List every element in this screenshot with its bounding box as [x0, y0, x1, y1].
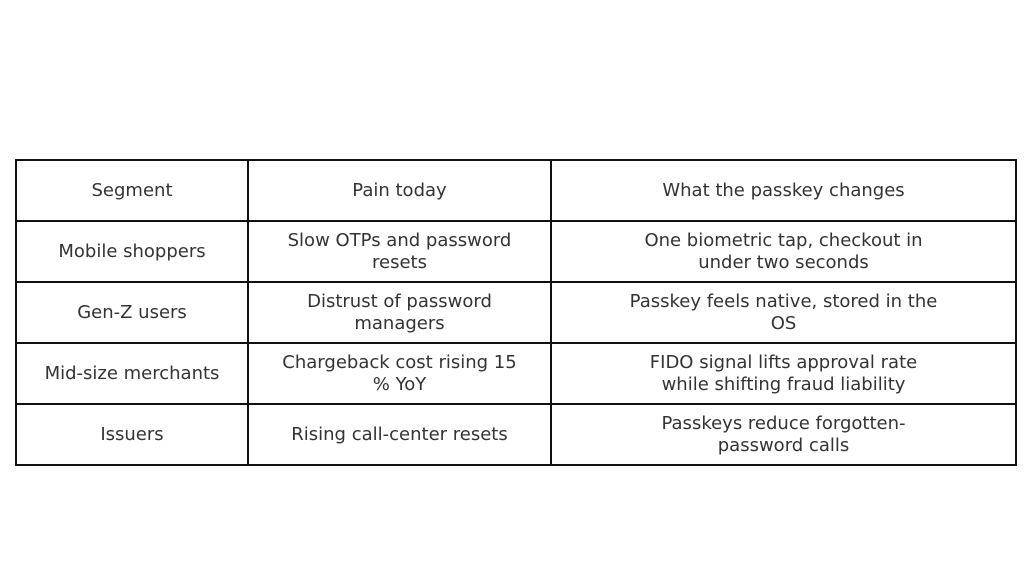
cell-text: Rising call-center resets	[291, 423, 508, 445]
cell-text: Mid-size merchants	[44, 362, 220, 384]
cell-text: Distrust of password managers	[307, 290, 492, 334]
cell-text: Issuers	[100, 423, 164, 445]
cell-text: Passkeys reduce forgotten-password calls	[661, 412, 906, 456]
cell-segment	[16, 221, 248, 282]
cell-change	[551, 343, 1016, 404]
table-header-row	[16, 160, 1016, 221]
cell-pain	[248, 282, 551, 343]
cell-text: Gen-Z users	[77, 301, 187, 323]
cell-text: One biometric tap, checkout in under two seconds	[644, 229, 923, 273]
cell-pain	[248, 221, 551, 282]
cell-text: Chargeback cost rising 15 % YoY	[282, 351, 517, 395]
table-row	[16, 221, 1016, 282]
cell-text: FIDO signal lifts approval rate while shifting fraud liability	[649, 351, 918, 395]
cell-pain	[248, 404, 551, 465]
cell-segment	[16, 282, 248, 343]
cell-change	[551, 221, 1016, 282]
cell-text: Mobile shoppers	[58, 240, 206, 262]
table-row	[16, 282, 1016, 343]
header-passkey-changes: What the passkey changes	[551, 160, 1016, 221]
cell-change	[551, 282, 1016, 343]
cell-segment	[16, 404, 248, 465]
header-pain-today: Pain today	[248, 160, 551, 221]
table-row	[16, 404, 1016, 465]
table-row	[16, 343, 1016, 404]
cell-segment	[16, 343, 248, 404]
header-segment: Segment	[16, 160, 248, 221]
cell-pain	[248, 343, 551, 404]
segment-table	[15, 159, 1017, 466]
cell-change	[551, 404, 1016, 465]
cell-text: Passkey feels native, stored in the OS	[629, 290, 938, 334]
cell-text: Slow OTPs and password resets	[287, 229, 512, 273]
